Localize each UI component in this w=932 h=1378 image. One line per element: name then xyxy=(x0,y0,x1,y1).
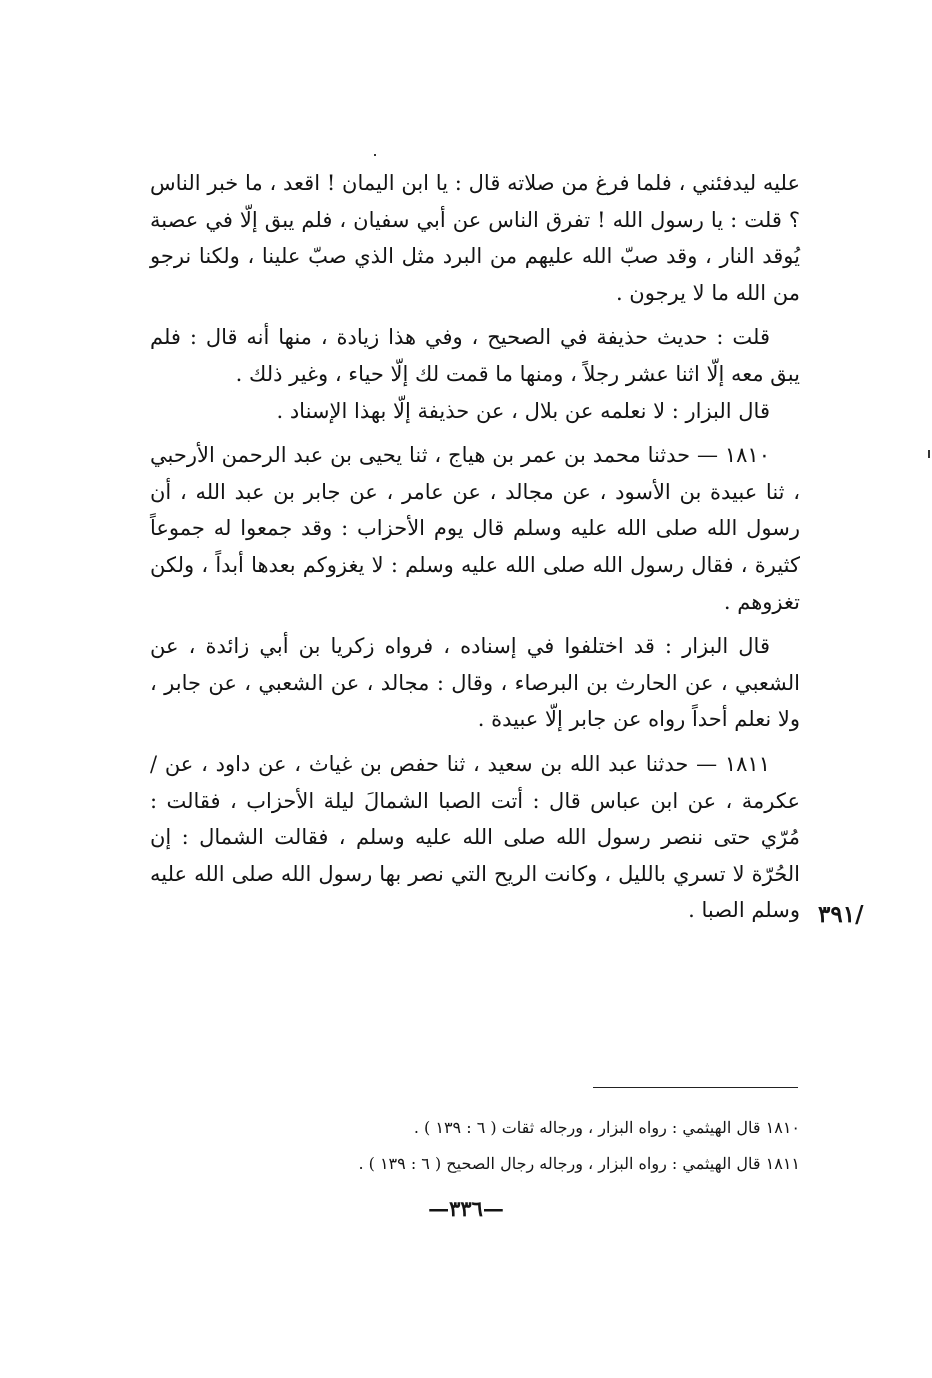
paragraph-commentary-hudhayfa: قلت : حديث حذيفة في الصحيح ، وفي هذا زيادة ، منها أنه قال : فلم يبق معه إلّا اثنا عشر رجلاً ، ومنها ما قمت لك إلّا حياء ، وغير ذلك . xyxy=(150,325,800,386)
footnote-1811: ١٨١١ قال الهيثمي : رواه البزار ، ورجاله رجال الصحيح ( ٦ : ١٣٩ ) . xyxy=(358,1154,800,1173)
footnote-divider xyxy=(593,1087,798,1088)
manuscript-folio-marker: /٣٩١ xyxy=(818,901,864,928)
page-number: —٣٣٦— xyxy=(428,1196,504,1221)
main-text xyxy=(150,165,800,929)
paragraph-hadith-1810: ١٨١٠ — حدثنا محمد بن عمر بن هياج ، ثنا يحيى بن عبد الرحمن الأرحبي ، ثنا عبيدة بن الأسود ، عن مجالد ، عن عامر ، عن جابر بن عبد الله ، أن رسول الله صلى الله عليه وسلم قال يوم الأحزاب : وقد جمعوا له جموعاً كثيرة ، فقال رسول الله صلى الله عليه وسلم : لا يغزوكم بعدها أبداً ، ولكن تغزوهم . xyxy=(150,443,800,614)
paragraph-bazzar-note-2: قال البزار : قد اختلفوا في إسناده ، فرواه زكريا بن أبي زائدة ، عن الشعبي ، عن الحارث بن البرصاء ، وقال : مجالد ، عن الشعبي ، عن جابر ، ولا نعلم أحداً رواه عن جابر إلّا عبيدة . xyxy=(150,634,800,732)
footnote-1810: ١٨١٠ قال الهيثمي : رواه البزار ، ورجاله ثقات ( ٦ : ١٣٩ ) . xyxy=(413,1118,800,1137)
paragraph-hadith-continuation: عليه ليدفئني ، فلما فرغ من صلاته قال : يا ابن اليمان ! اقعد ، ما خبر الناس ؟ قلت : يا رسول الله ! تفرق الناس عن أبي سفيان ، فلم يبق إلّا في عصبة يُوقد النار ، وقد صبّ الله عليهم من البرد مثل الذي صبّ علينا ، ولكنا نرجو من الله ما لا يرجون . xyxy=(150,171,800,305)
paragraph-bazzar-note-1: قال البزار : لا نعلمه عن بلال ، عن حذيفة إلّا بهذا الإسناد . xyxy=(276,398,770,423)
paragraph-hadith-1811: ١٨١١ — حدثنا عبد الله بن سعيد ، ثنا حفص بن غياث ، عن داود ، عن / عكرمة ، عن ابن عباس قال : أتت الصبا الشمالَ ليلة الأحزاب ، فقالت : مُرّي حتى ننصر رسول الله صلى الله عليه وسلم ، فقالت الشمال : إن الحُرّة لا تسري بالليل ، وكانت الريح التي نصر بها رسول الله صلى الله عليه وسلم الصبا . xyxy=(150,751,800,923)
scan-dot xyxy=(374,154,376,156)
scan-edge-mark xyxy=(928,450,930,458)
footnotes xyxy=(150,1110,800,1182)
